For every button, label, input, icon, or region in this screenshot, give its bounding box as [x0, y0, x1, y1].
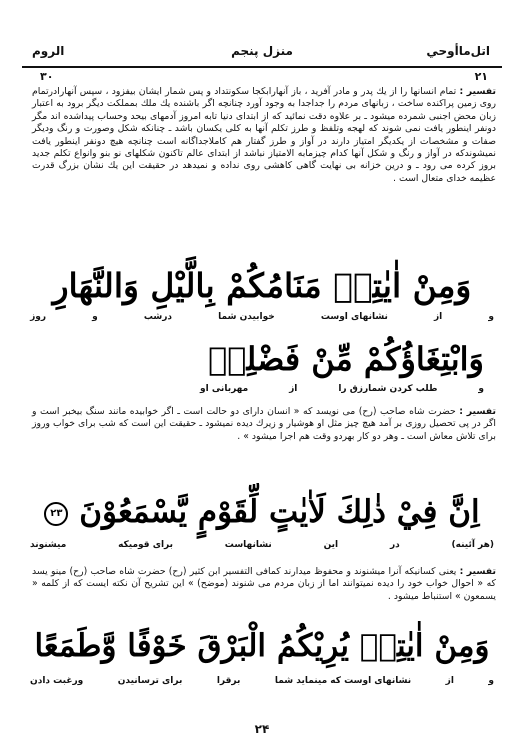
gloss-word: نشانهاست: [224, 540, 272, 550]
header-surah-name: الروم: [32, 44, 65, 58]
gloss-word: برای ترسانیدن: [117, 676, 183, 686]
gloss-word: و: [488, 676, 494, 686]
gloss-word: نشانهای اوست: [320, 312, 388, 322]
gloss-word: در: [389, 540, 400, 550]
commentary-label: تفسير :: [459, 566, 496, 577]
verse-line-2: وَابْتِغَاؤُكُمْ مِّنْ فَضْلِهٖ: [208, 340, 484, 378]
commentary-block-3: [32, 566, 496, 603]
header-divider: [22, 66, 502, 68]
header-surah-number: ۳۰: [40, 70, 54, 83]
gloss-word: از: [289, 384, 298, 394]
gloss-word: ورغبت دادن: [30, 676, 84, 686]
commentary-block-2: [32, 406, 496, 443]
ayah-number-icon: ۲۳: [44, 502, 68, 526]
gloss-word: از: [434, 312, 443, 322]
gloss-word: خوابیدن شما: [218, 312, 275, 322]
gloss-word: روز: [30, 312, 47, 322]
gloss-word: درشب: [143, 312, 173, 322]
header-para-name: اتل‌ماأوحي: [426, 44, 490, 58]
verse-gloss-3: [30, 540, 494, 550]
gloss-word: نشانهای اوست که مینماید شما: [274, 676, 412, 686]
commentary-label: تفسير :: [459, 406, 496, 417]
header-para-number: ۲۱: [474, 70, 488, 83]
verse-text: اِنَّ فِيْ ذٰلِكَ لَاٰيٰتٍ لِّقَوْمٍ يَّسْمَعُوْنَ: [79, 494, 480, 530]
verse-line-1: وَمِنْ اٰيٰتِهٖ مَنَامُكُمْ بِالَّيْلِ وَالنَّهَارِ: [52, 266, 472, 305]
commentary-text: یعنی کسانیکه آنرا میشنوند و محفوظ میدارند کمافی التفسیر ابن کثیر (رح) حضرت شاه صاحب (رح) مینو یسد که « احوال خواب خود را دیده نمیتوانند اما از زبان مردم می شنوند (موضح) » این تشریح آن نکته ایست که از کلمه « يسمعون » استنباط میشود .: [32, 566, 496, 602]
gloss-word: از: [445, 676, 454, 686]
gloss-word: برای قومیکه: [118, 540, 174, 550]
header-manzil: منزل پنجم: [231, 44, 293, 58]
gloss-word: و: [488, 312, 494, 322]
gloss-word: این: [323, 540, 339, 550]
verse-line-4: وَمِنْ اٰيٰتِهٖ يُرِيْكُمُ الْبَرْقَ خَوْفًا وَّطَمَعًا: [34, 628, 490, 664]
gloss-word: برقرا: [216, 676, 241, 686]
verse-gloss-4: [30, 676, 494, 686]
commentary-label: تفسير :: [459, 86, 496, 97]
page-number: ۲۴: [254, 722, 270, 736]
commentary-text: تمام انسانها را از یك پدر و مادر آفرید ، باز آنهارابکجا سکونتداد و پس شمار ایشان بیفزود ، سپس آنهارادرتمام روی زمین پراکنده ساخت ، زبانهای مردم را جداجدا به وجود آورد چنانچه اگر باشنده یك ملك بمملكت دیگر برود به اعتبار زبان محض اجنبی شمرده میشود ـ بر علاوه دقت نمائید که از ابتدای دنیا تابه امروز آدمهای بیحد وحساب پیداشده اند مگر دونفر اینطور یافت نمی شوند که لهجه وتلفظ و طرز تکلم آنها به کلی یکسان باشد ـ چنانکه شکل وصورت و رنگ ودیگر صفات و مشخصات از یکدیگر امتیاز دارند در آواز و طرز گفتار هم کاملاجداگانه است چنانچه هیچ دونفر اینطور یافت نمیشوندکه در آواز و رنگ و شکل آنها کدام چیزمابه الامتیاز نباشد از ابتدای عالم تاکنون شکلهای نو بنو وانواع تکلم جدید بروز کرده می رود ـ و درین خزانه بی نهایت گاهی کاهشی روی نداده و نمیدهد در حقیقت این یك نشان بزرگ قدرت عظیمه خدای متعال است .: [32, 86, 496, 184]
gloss-word: میشنوند: [30, 540, 67, 550]
verse-gloss-1: [30, 312, 494, 322]
verse-gloss-2: [200, 384, 484, 394]
gloss-word: (هر آئینه): [451, 540, 494, 550]
gloss-word: و: [478, 384, 484, 394]
commentary-text: حضرت شاه صاحب (رح) می نویسد که « انسان دارای دو حالت است ـ اگر خوابیده مانند سنگ بیخبر است و اگر در پی تحصیل روزی بر آمد هیچ چیز مثل او هوشیار و زیرك دیده نمیشود ـ حقیقت این است که شب برای خواب وروز برای تلاش معاش است ـ وهر دو کار بهردو وقت هم اجرا میشود » .: [32, 406, 496, 442]
gloss-word: طلب کردن شمارزق را: [338, 384, 438, 394]
verse-line-3: [24, 494, 500, 530]
gloss-word: و: [92, 312, 98, 322]
gloss-word: مهربانی او: [200, 384, 249, 394]
commentary-block-1: [32, 86, 496, 185]
